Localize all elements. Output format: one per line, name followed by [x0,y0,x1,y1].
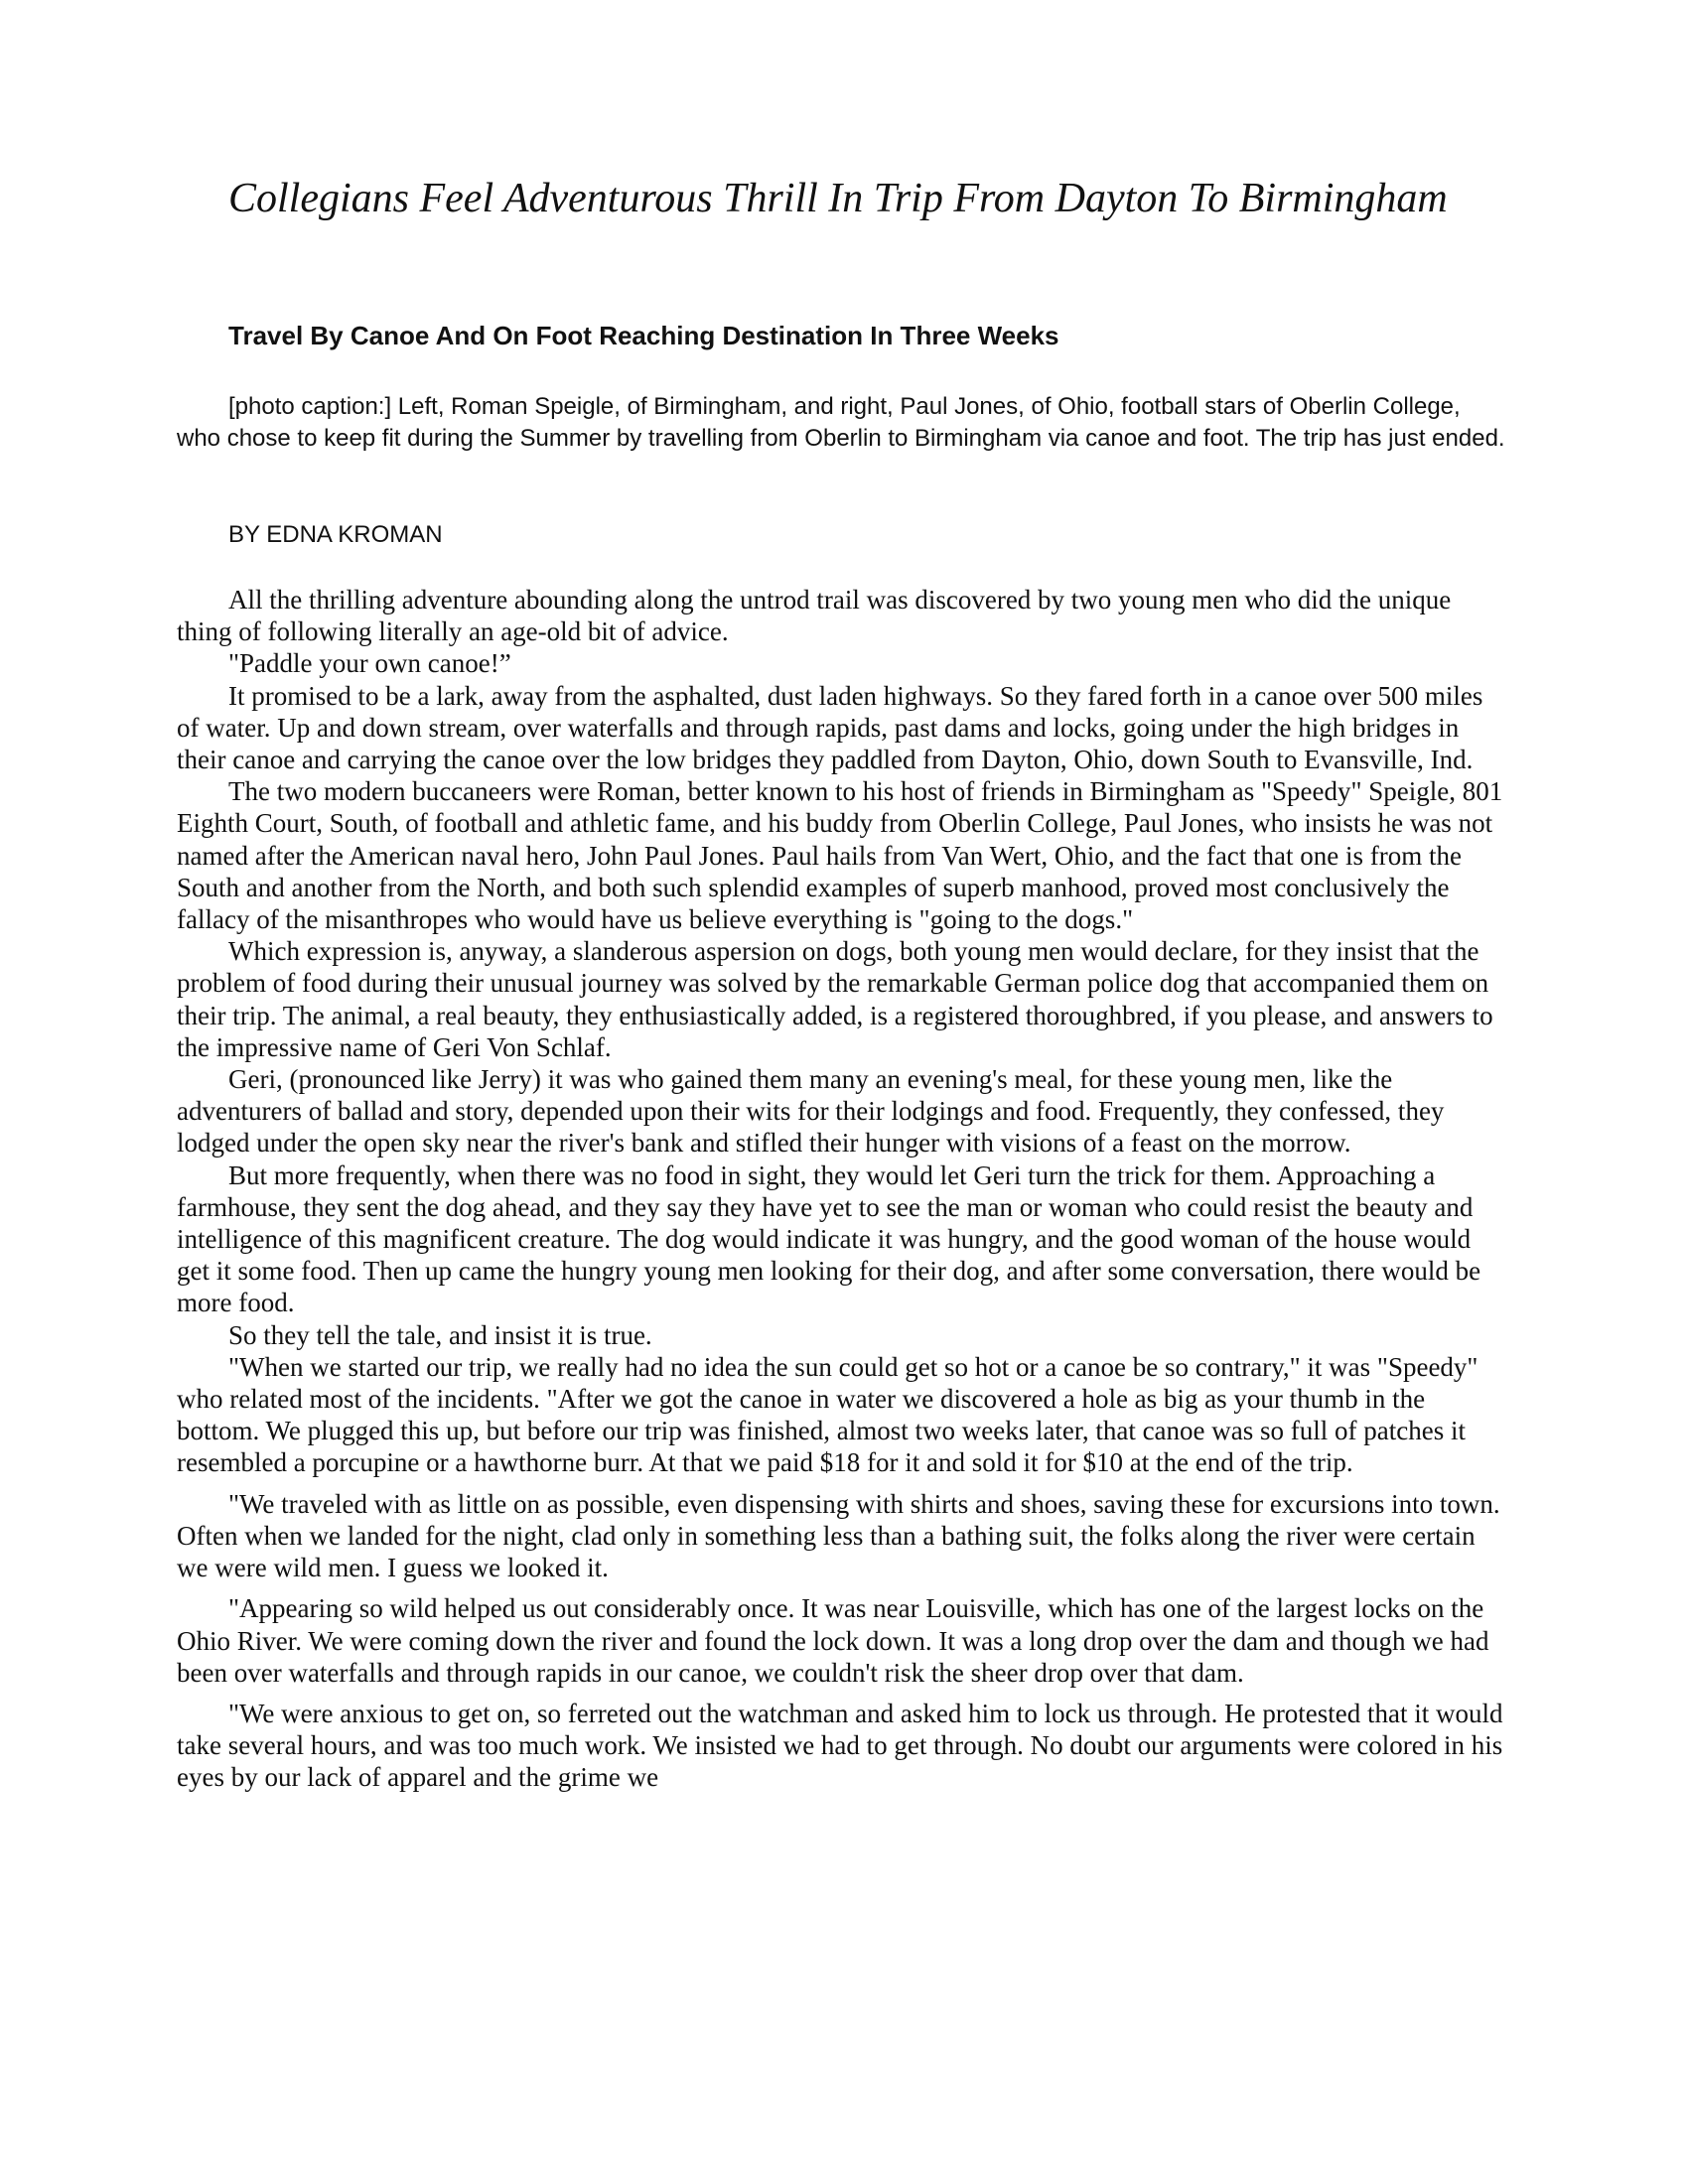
article-body [177,584,1509,1794]
body-paragraph: So they tell the tale, and insist it is true. [228,1319,652,1350]
body-paragraph: Geri, (pronounced like Jerry) it was who gained them many an evening's meal, for these young men, like the adventurers of ballad and story, depended upon their wits for their lodgings and food. Frequently, they confessed, they lodged under the open sky near the river's bank and stifled their hunger with visions of a feast on the morrow. [177,1064,1445,1159]
photo-caption: [photo caption:] Left, Roman Speigle, of Birmingham, and right, Paul Jones, of Ohio, football stars of Oberlin College, who chose to keep fit during the Summer by travelling from Oberlin to Birmingham via canoe and foot. The trip has just ended. [177,393,1505,452]
byline: BY EDNA KROMAN [228,521,443,548]
body-paragraph: "When we started our trip, we really had no idea the sun could get so hot or a canoe be so contrary," it was "Speedy" who related most of the incidents. "After we got the canoe in water we discovered a hole as big as your thumb in the bottom. We plugged this up, but before our trip was finished, almost two weeks later, that canoe was so full of patches it resembled a porcupine or a hawthorne burr. At that we paid $18 for it and sold it for $10 at the end of the trip. [177,1351,1478,1478]
article-subtitle: Travel By Canoe And On Foot Reaching Destination In Three Weeks [228,321,1059,350]
article-page [177,0,1509,2184]
body-paragraph: All the thrilling adventure abounding along the untrod trail was discovered by two young men who did the unique thing of following literally an age-old bit of advice. [177,585,1452,647]
article-title: Collegians Feel Adventurous Thrill In Trip From Dayton To Birmingham [228,176,1448,221]
body-paragraph: Which expression is, anyway, a slanderous aspersion on dogs, both young men would declare, for they insist that the problem of food during their unusual journey was solved by the remarkable German police dog that accompanied them on their trip. The animal, a real beauty, they enthusiastically added, is a registered thoroughbred, if you please, and answers to the impressive name of Geri Von Schlaf. [177,936,1493,1062]
body-paragraph: "We were anxious to get on, so ferreted out the watchman and asked him to lock us through. He protested that it would take several hours, and was too much work. We insisted we had to get through. No doubt our arguments were colored in his eyes by our lack of apparel and the grime we [177,1698,1503,1793]
body-paragraph: "Appearing so wild helped us out considerably once. It was near Louisville, which has one of the largest locks on the Ohio River. We were coming down the river and found the lock down. It was a long drop over the dam and though we had been over waterfalls and through rapids in our canoe, we couldn't risk the sheer drop over that dam. [177,1593,1489,1688]
body-paragraph: But more frequently, when there was no food in sight, they would let Geri turn the trick for them. Approaching a farmhouse, they sent the dog ahead, and they say they have yet to see the man or woman who could resist the beauty and intelligence of this magnificent creature. The dog would indicate it was hungry, and the good woman of the house would get it some food. Then up came the hungry young men looking for their dog, and after some conversation, there would be more food. [177,1160,1481,1318]
body-paragraph: It promised to be a lark, away from the asphalted, dust laden highways. So they fared forth in a canoe over 500 miles of water. Up and down stream, over waterfalls and through rapids, past dams and locks, going under the high bridges in their canoe and carrying the canoe over the low bridges they paddled from Dayton, Ohio, down South to Evansville, Ind. [177,680,1483,775]
body-paragraph: The two modern buccaneers were Roman, better known to his host of friends in Birmingham as "Speedy" Speigle, 801 Eighth Court, South, of football and athletic fame, and his buddy from Oberlin College, Paul Jones, who insists he was not named after the American naval hero, John Paul Jones. Paul hails from Van Wert, Ohio, and the fact that one is from the South and another from the North, and both such splendid examples of superb manhood, proved most conclusively the fallacy of the misanthropes who would have us believe everything is "going to the dogs." [177,776,1503,935]
body-paragraph: "Paddle your own canoe!” [228,648,511,679]
body-paragraph: "We traveled with as little on as possible, even dispensing with shirts and shoes, saving these for excursions into town. Often when we landed for the night, clad only in something less than a bathing suit, the folks along the river were certain we were wild men. I guess we looked it. [177,1488,1500,1583]
